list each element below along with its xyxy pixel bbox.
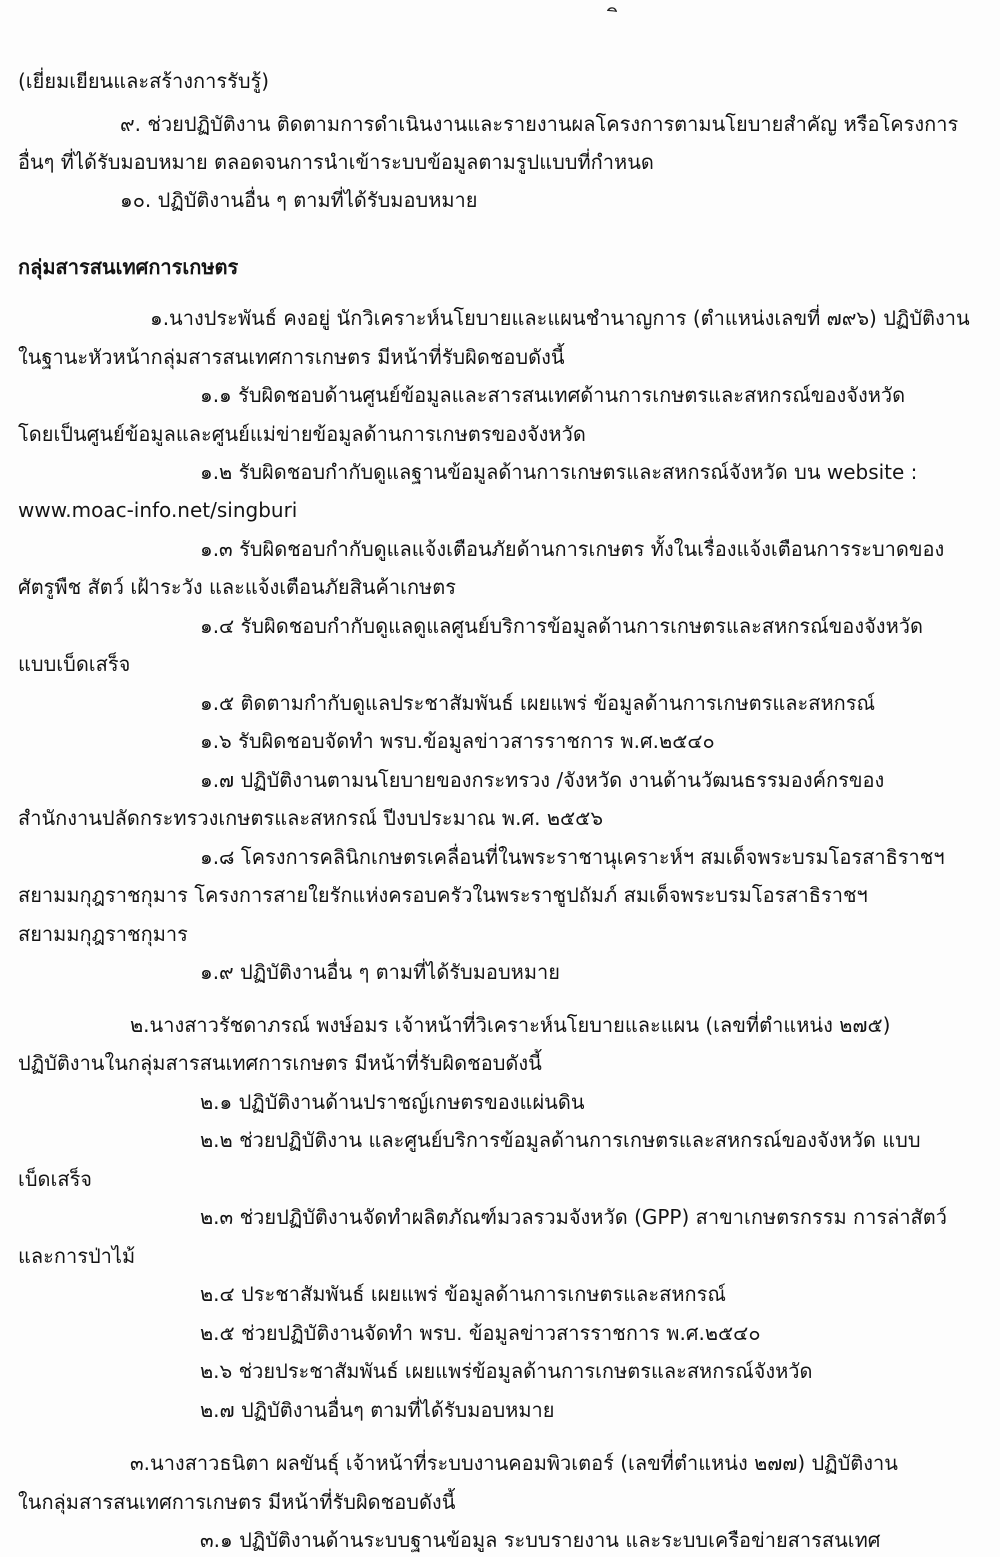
- text-line: ศัตรูพืช สัตว์ เฝ้าระวัง และแจ้งเตือนภัยสินค้าเกษตร: [18, 575, 456, 599]
- section-heading: กลุ่มสารสนเทศการเกษตร: [18, 255, 239, 279]
- text-line: ๓.๑ ปฏิบัติงานด้านระบบฐานข้อมูล ระบบรายงาน และระบบเครือข่ายสารสนเทศ: [200, 1528, 881, 1552]
- text-line: www.moac-info.net/singburi: [18, 498, 298, 522]
- text-line: ปฏิบัติงานในกลุ่มสารสนเทศการเกษตร มีหน้าที่รับผิดชอบดังนี้: [18, 1051, 542, 1075]
- text-line: ๙. ช่วยปฏิบัติงาน ติดตามการดำเนินงานและรายงานผลโครงการตามนโยบายสำคัญ หรือโครงการ: [120, 112, 959, 136]
- text-line: เบ็ดเสร็จ: [18, 1167, 93, 1191]
- text-line: ๑.นางประพันธ์ คงอยู่ นักวิเคราะห์นโยบายและแผนชำนาญการ (ตำแหน่งเลขที่ ๗๙๖) ปฏิบัติงาน: [150, 306, 970, 330]
- text-line: ๑.๘ โครงการคลินิกเกษตรเคลื่อนที่ในพระราชานุเคราะห์ฯ สมเด็จพระบรมโอรสาธิราชฯ: [200, 845, 945, 869]
- text-line: ๑.๗ ปฏิบัติงานตามนโยบายของกระทรวง /จังหวัด งานด้านวัฒนธรรมองค์กรของ: [200, 768, 885, 792]
- text-line: และการป่าไม้: [18, 1244, 136, 1268]
- text-line: ๒.นางสาวรัชดาภรณ์ พงษ์อมร เจ้าหน้าที่วิเคราะห์นโยบายและแผน (เลขที่ตำแหน่ง ๒๗๕): [130, 1013, 891, 1037]
- text-line: ในกลุ่มสารสนเทศการเกษตร มีหน้าที่รับผิดชอบดังนี้: [18, 1490, 456, 1514]
- text-line: (เยี่ยมเยียนและสร้างการรับรู้): [18, 69, 270, 93]
- text-line: ๑.๔ รับผิดชอบกำกับดูแลดูแลศูนย์บริการข้อมูลด้านการเกษตรและสหกรณ์ของจังหวัด: [200, 614, 923, 638]
- text-line: ๒.๒ ช่วยปฏิบัติงาน และศูนย์บริการข้อมูลด้านการเกษตรและสหกรณ์ของจังหวัด แบบ: [200, 1128, 921, 1152]
- text-line: ๓.นางสาวธนิตา ผลขันธุ์ เจ้าหน้าที่ระบบงานคอมพิวเตอร์ (เลขที่ตำแหน่ง ๒๗๗) ปฏิบัติงาน: [130, 1451, 898, 1475]
- text-line: ๒.๓ ช่วยปฏิบัติงานจัดทำผลิตภัณฑ์มวลรวมจังหวัด (GPP) สาขาเกษตรกรรม การล่าสัตว์: [200, 1205, 947, 1229]
- text-line: ๒.๕ ช่วยปฏิบัติงานจัดทำ พรบ. ข้อมูลข่าวสารราชการ พ.ศ.๒๕๔๐: [200, 1321, 761, 1345]
- text-line: ๑.๖ รับผิดชอบจัดทำ พรบ.ข้อมูลข่าวสารราชการ พ.ศ.๒๕๔๐: [200, 729, 715, 753]
- text-line: ๑.๒ รับผิดชอบกำกับดูแลฐานข้อมูลด้านการเกษตรและสหกรณ์จังหวัด บน website :: [200, 460, 918, 484]
- text-line: ๑.๑ รับผิดชอบด้านศูนย์ข้อมูลและสารสนเทศด้านการเกษตรและสหกรณ์ของจังหวัด: [200, 383, 906, 407]
- text-line: ๒.๔ ประชาสัมพันธ์ เผยแพร่ ข้อมูลด้านการเกษตรและสหกรณ์: [200, 1282, 726, 1306]
- text-line: สยามมกุฎราชกุมาร: [18, 922, 188, 946]
- text-line: ในฐานะหัวหน้ากลุ่มสารสนเทศการเกษตร มีหน้าที่รับผิดชอบดังนี้: [18, 345, 565, 369]
- text-line: ๑๐. ปฏิบัติงานอื่น ๆ ตามที่ได้รับมอบหมาย: [120, 188, 478, 212]
- text-line: สำนักงานปลัดกระทรวงเกษตรและสหกรณ์ ปีงบประมาณ พ.ศ. ๒๕๕๖: [18, 806, 604, 830]
- text-line: ๒.๑ ปฏิบัติงานด้านปราชญ์เกษตรของแผ่นดิน: [200, 1090, 585, 1114]
- text-line: ๒.๖ ช่วยประชาสัมพันธ์ เผยแพร่ข้อมูลด้านการเกษตรและสหกรณ์จังหวัด: [200, 1359, 813, 1383]
- text-line: ๑.๕ ติดตามกำกับดูแลประชาสัมพันธ์ เผยแพร่ ข้อมูลด้านการเกษตรและสหกรณ์: [200, 691, 876, 715]
- text-line: ๒.๗ ปฏิบัติงานอื่นๆ ตามที่ได้รับมอบหมาย: [200, 1398, 555, 1422]
- text-line: ๑.๙ ปฏิบัติงานอื่น ๆ ตามที่ได้รับมอบหมาย: [200, 960, 560, 984]
- text-line: สยามมกุฎราชกุมาร โครงการสายใยรักแห่งครอบครัวในพระราชูปถัมภ์ สมเด็จพระบรมโอรสาธิราชฯ: [18, 883, 868, 907]
- text-line: ๑.๓ รับผิดชอบกำกับดูแลแจ้งเตือนภัยด้านการเกษตร ทั้งในเรื่องแจ้งเตือนการระบาดของ: [200, 537, 945, 561]
- text-line: อื่นๆ ที่ได้รับมอบหมาย ตลอดจนการนำเข้าระบบข้อมูลตามรูปแบบที่กำหนด: [18, 150, 654, 174]
- text-line: โดยเป็นศูนย์ข้อมูลและศูนย์แม่ข่ายข้อมูลด้านการเกษตรของจังหวัด: [18, 422, 586, 446]
- text-line: แบบเบ็ดเสร็จ: [18, 652, 131, 676]
